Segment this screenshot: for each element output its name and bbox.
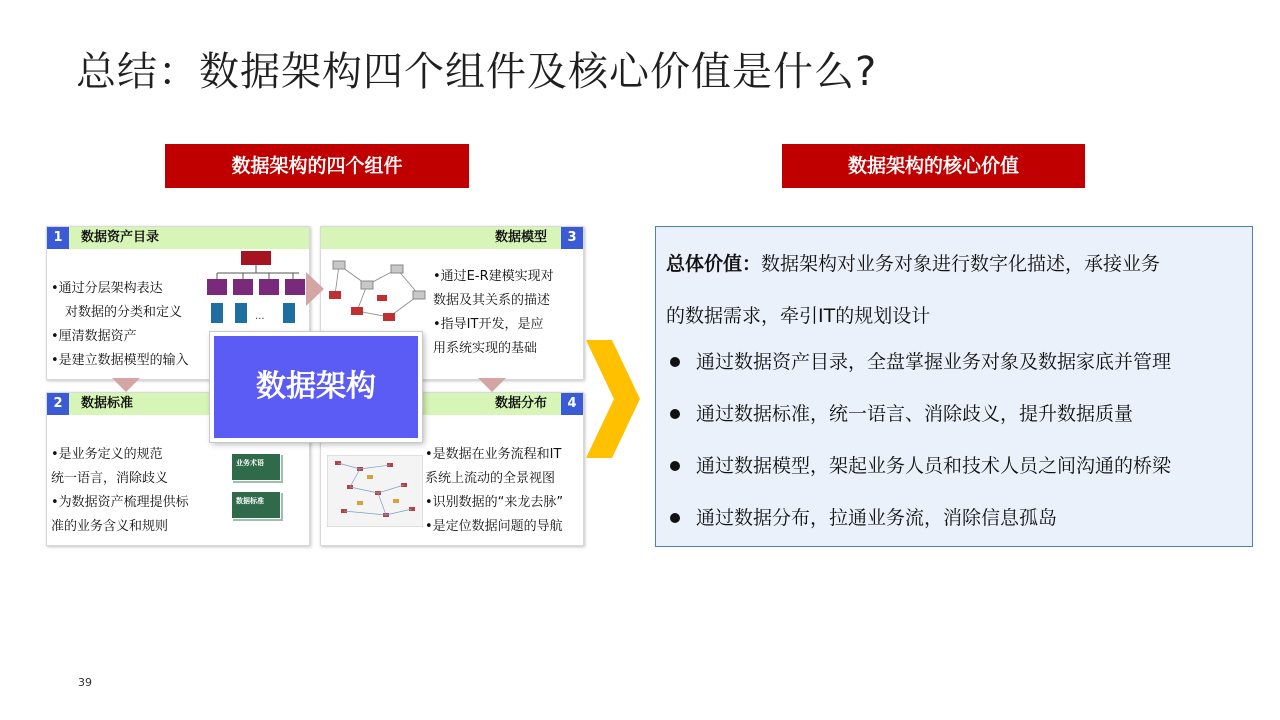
component-number: 1: [47, 227, 69, 249]
component-title: 数据资产目录: [81, 230, 160, 245]
value-bullet: 通过数据分布，拉通业务流，消除信息孤岛: [696, 507, 1058, 529]
value-bullet: 通过数据标准，统一语言、消除歧义，提升数据质量: [696, 403, 1134, 425]
component-line: 统一语言，消除歧义: [51, 471, 169, 486]
bullet-dot-icon: [670, 461, 680, 471]
component-line: 数据及其关系的描述: [433, 293, 551, 308]
flow-map-icon: [327, 455, 423, 527]
component-line: •为数据资产梳理提供标: [51, 495, 189, 510]
component-title: 数据分布: [495, 396, 548, 411]
page-title: 总结：数据架构四个组件及核心价值是什么?: [76, 49, 878, 95]
component-line: •指导IT开发，是应: [433, 317, 544, 332]
component-line: •是业务定义的规范: [51, 447, 163, 462]
component-line: •通过分层架构表达: [51, 281, 163, 296]
component-line: 准的业务含义和规则: [51, 519, 169, 534]
arrow-down-icon: [112, 378, 140, 392]
component-line: •是建立数据模型的输入: [51, 353, 189, 368]
component-line: 系统上流动的全景视图: [425, 471, 556, 486]
component-line: •通过E-R建模实现对: [433, 269, 554, 284]
bullet-dot-icon: [670, 513, 680, 523]
page-number: 39: [78, 676, 92, 689]
component-line: •是数据在业务流程和IT: [425, 447, 562, 462]
overall-value-label: 总体价值：: [666, 253, 762, 275]
bullet-dot-icon: [670, 357, 680, 367]
glossary-doc-icon: 业务术语: [231, 453, 281, 481]
chevron-right-icon: [586, 340, 640, 458]
right-banner: 数据架构的核心价值: [782, 144, 1085, 188]
component-number: 2: [47, 393, 69, 415]
component-line: •厘清数据资产: [51, 329, 137, 344]
center-data-architecture: 数据架构: [210, 332, 422, 442]
overall-value-line-1: 总体价值：数据架构对业务对象进行数字化描述，承接业务: [666, 253, 1161, 275]
svg-text:...: ...: [255, 311, 265, 322]
component-line: 用系统实现的基础: [433, 341, 538, 356]
component-title: 数据模型: [495, 230, 548, 245]
component-title: 数据标准: [81, 396, 134, 411]
core-value-panel: [655, 226, 1253, 547]
component-number: 4: [561, 393, 583, 415]
left-banner: 数据架构的四个组件: [165, 144, 469, 188]
value-bullet: 通过数据资产目录，全盘掌握业务对象及数据家底并管理: [696, 351, 1172, 373]
er-diagram-icon: [327, 255, 431, 325]
arrow-down-icon: [478, 378, 506, 392]
overall-value-line-2: 的数据需求，牵引IT的规划设计: [666, 305, 931, 327]
arrow-right-icon: [306, 272, 324, 306]
hierarchy-diagram-icon: [205, 249, 309, 331]
component-line: •是定位数据问题的导航: [425, 519, 563, 534]
component-line: 对数据的分类和定义: [65, 305, 183, 320]
value-bullet: 通过数据模型，架起业务人员和技术人员之间沟通的桥梁: [696, 455, 1172, 477]
standard-doc-icon: 数据标准: [231, 491, 281, 519]
component-number: 3: [561, 227, 583, 249]
component-line: •识别数据的“来龙去脉”: [425, 495, 564, 510]
bullet-dot-icon: [670, 409, 680, 419]
